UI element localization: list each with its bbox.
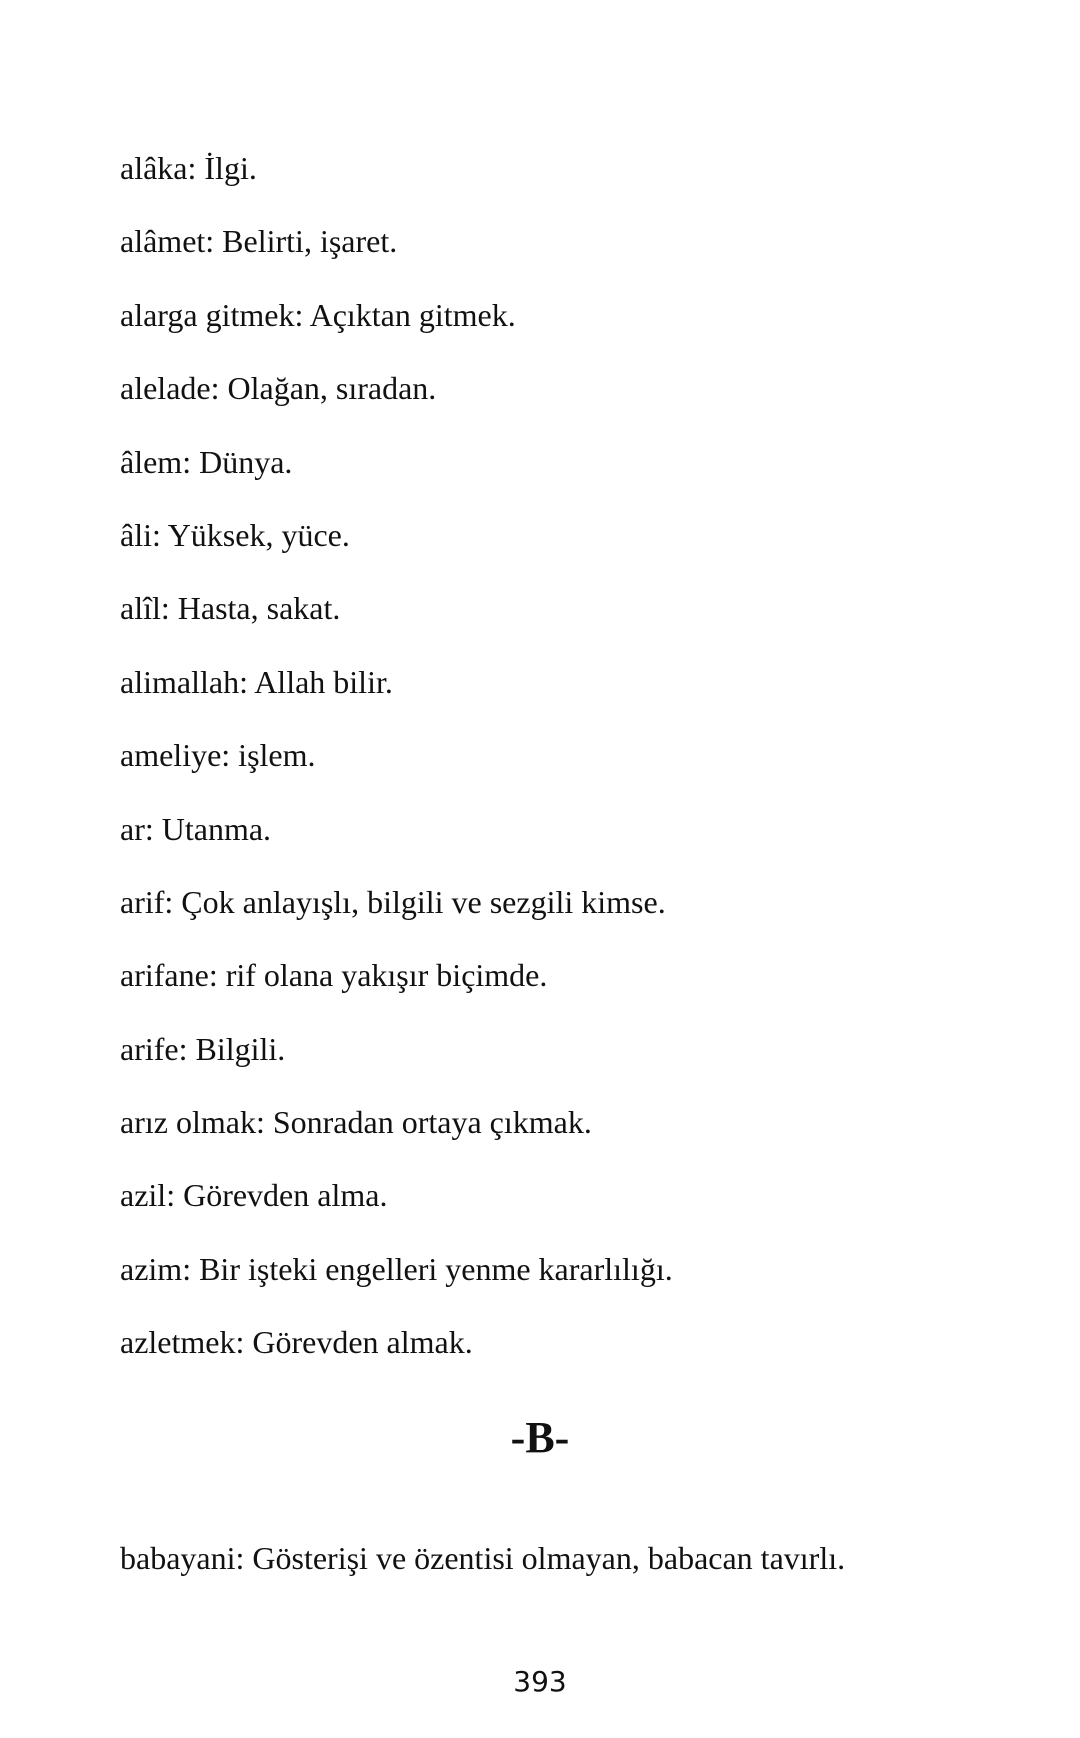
glossary-entry: alarga gitmek: Açıktan gitmek. [120,296,516,333]
glossary-entry: alelade: Olağan, sıradan. [120,370,437,407]
glossary-entry: ar: Utanma. [120,810,272,847]
glossary-entry: azim: Bir işteki engelleri yenme kararlılığı. [120,1250,673,1287]
glossary-entries-a [120,150,673,1398]
glossary-entry: âli: Yüksek, yüce. [120,516,350,553]
glossary-entry: azil: Görevden alma. [120,1177,388,1214]
glossary-entry: arif: Çok anlayışlı, bilgili ve sezgili kimse. [120,883,666,920]
glossary-entry: ameliye: işlem. [120,737,316,774]
glossary-entry: arife: Bilgili. [120,1030,286,1067]
glossary-entry: alimallah: Allah bilir. [120,663,393,700]
glossary-entry: azletmek: Görevden almak. [120,1324,473,1361]
glossary-entry: alîl: Hasta, sakat. [120,590,341,627]
glossary-entry: âlem: Dünya. [120,443,293,480]
glossary-entries-b [120,1540,845,1613]
section-heading-b: -B- [510,1413,570,1462]
page-number: 393 [513,1665,567,1698]
glossary-entry: alâka: İlgi. [120,150,257,186]
glossary-entry: arifane: rif olana yakışır biçimde. [120,957,548,994]
glossary-entry: alâmet: Belirti, işaret. [120,223,398,260]
glossary-entry: babayani: Gösterişi ve özentisi olmayan, babacan tavırlı. [120,1540,846,1576]
glossary-entry: arız olmak: Sonradan ortaya çıkmak. [120,1104,592,1141]
